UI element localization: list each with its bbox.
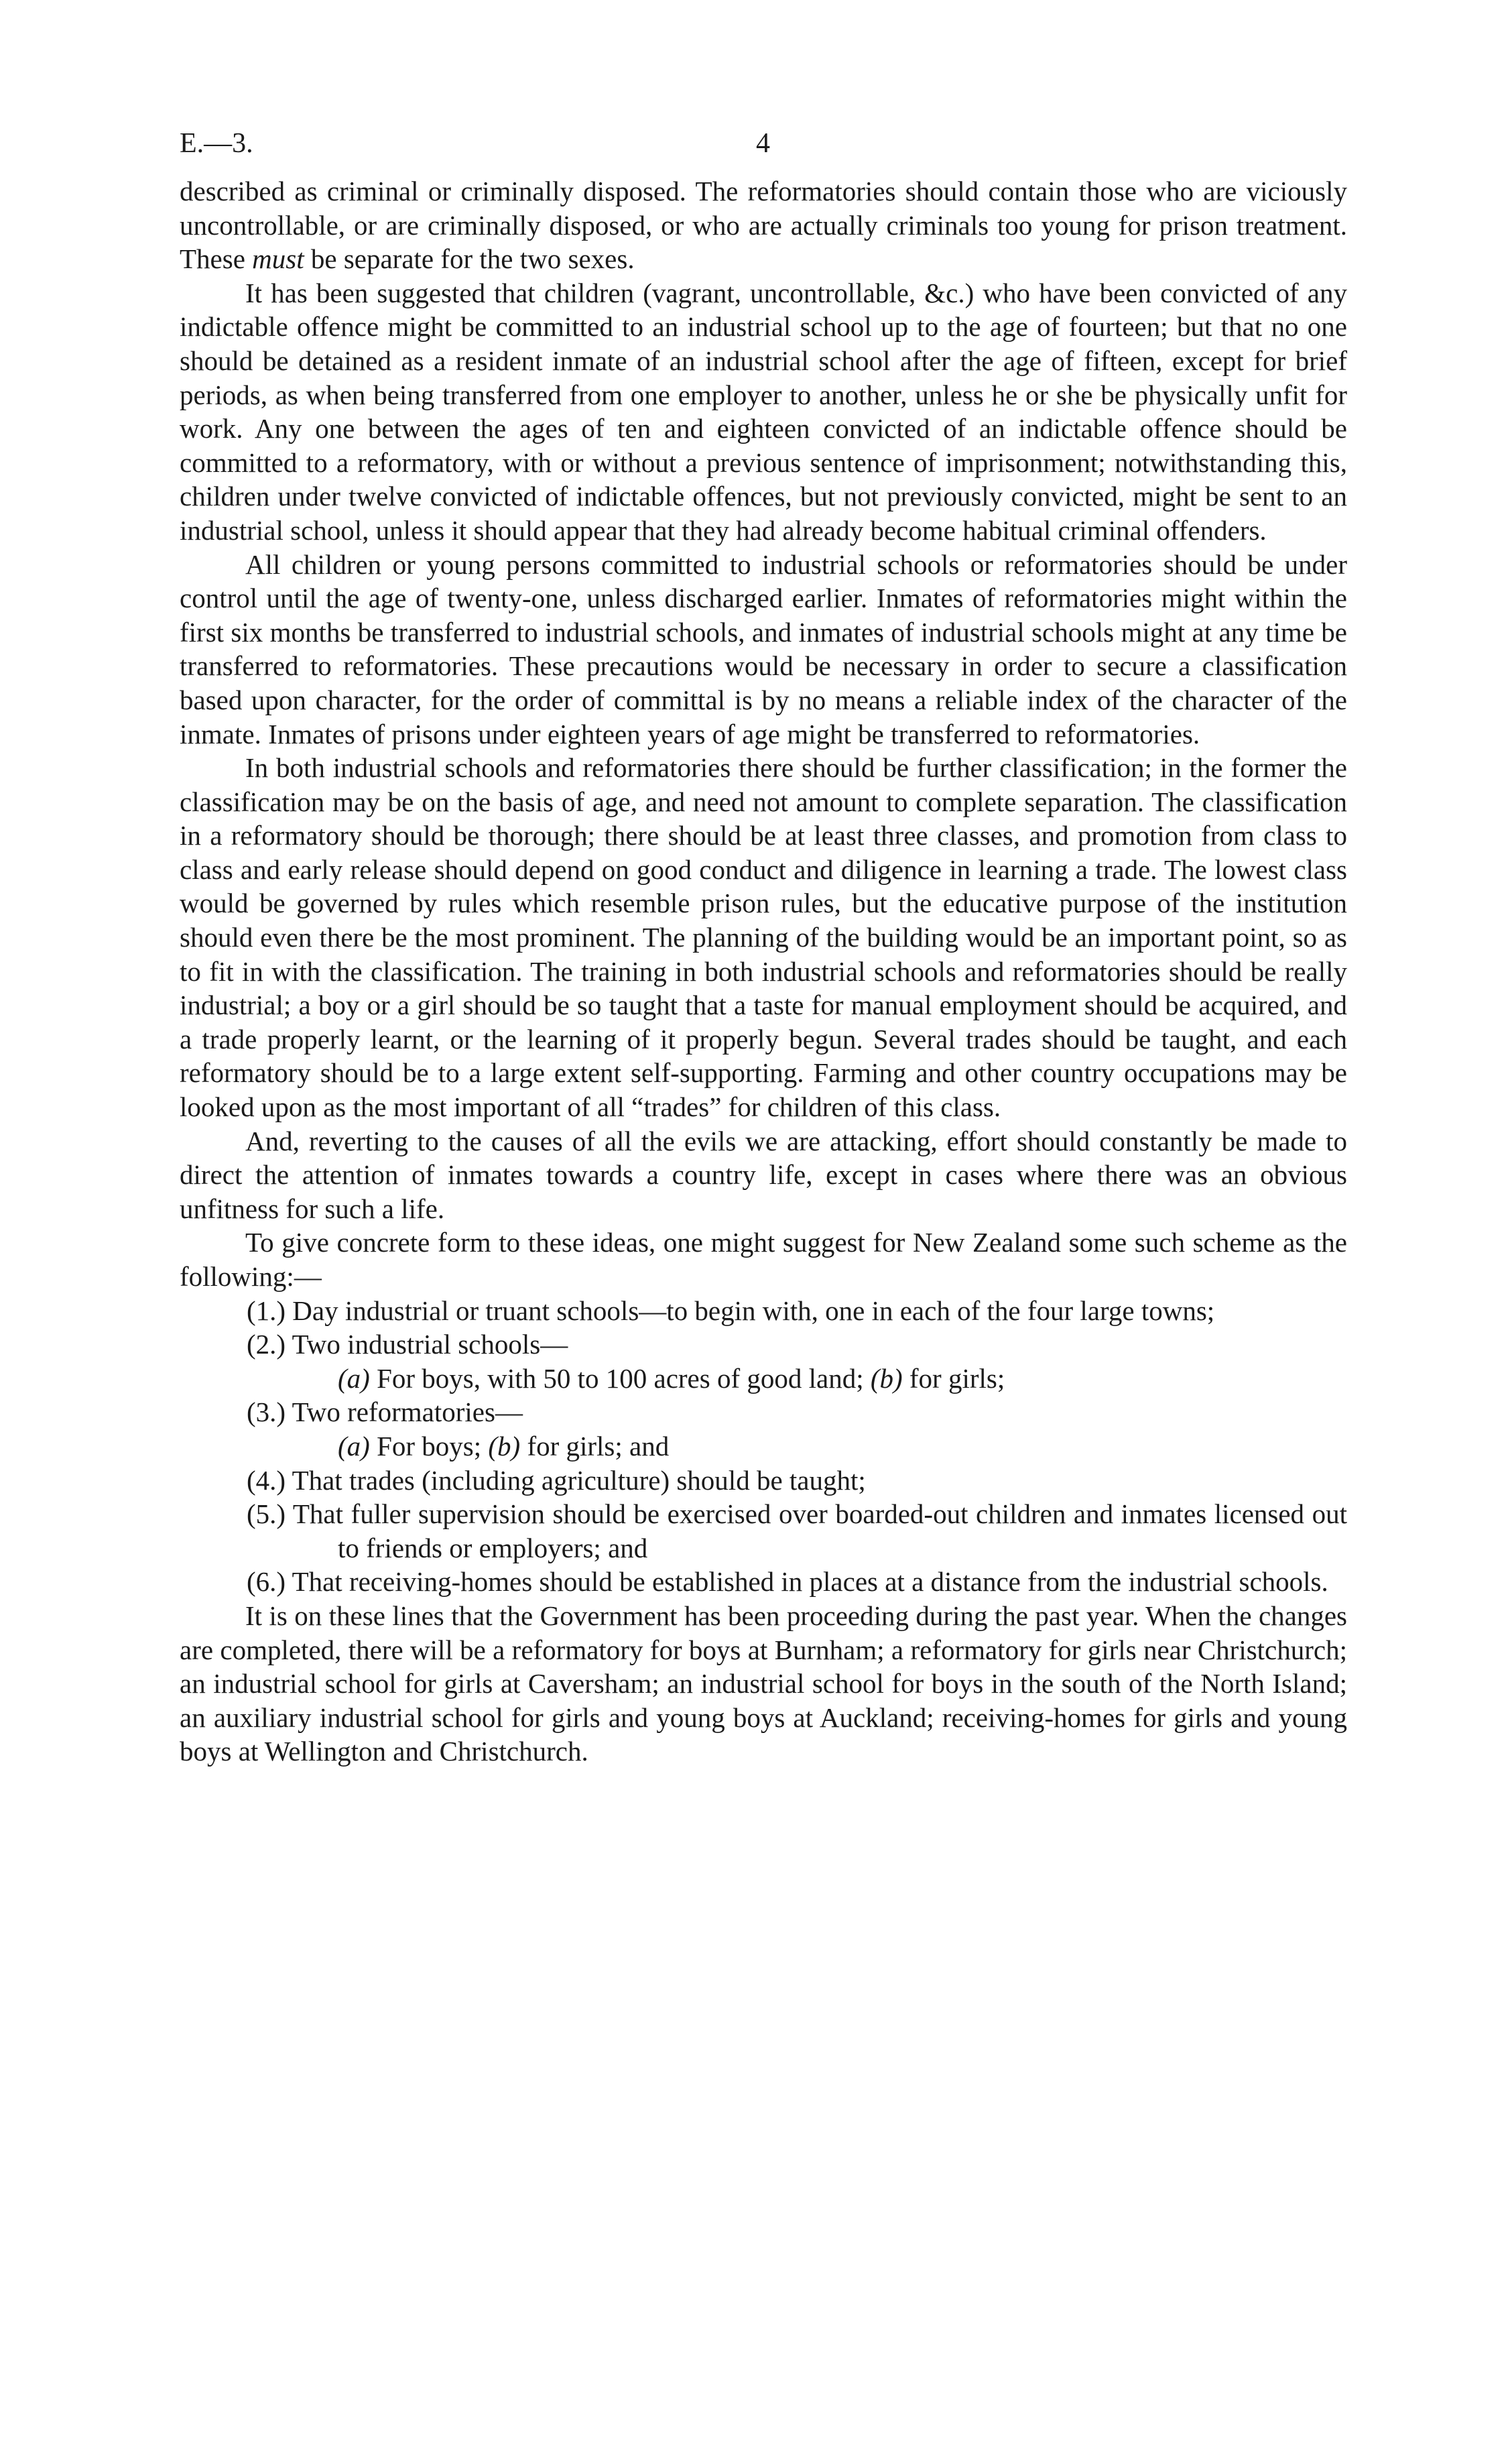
list-item: (3.) Two reformatories—: [247, 1396, 523, 1428]
page-header: [180, 121, 1347, 174]
scheme-list: [180, 1294, 1347, 1599]
sub-label-a: (a): [338, 1362, 370, 1394]
document-page: [180, 121, 1347, 1769]
paragraph-4: In both industrial schools and reformatories there should be further classification; in the former the classification may be on the basis of age, and need not amount to complete separation. The classification in a reformatory should be thorough; there should be at least three classes, and promotion from class to class and early release should depend on good conduct and diligence in learning a trade. The lowest class would be governed by rules which resemble prison rules, but the educative purpose of the institution should even there be the most prominent. The planning of the building would be an important point, so as to fit in with the classification. The training in both industrial schools and reformatories should be really industrial; a boy or a girl should be so taught that a taste for manual employment should be acquired, and a trade properly learnt, or the learning of it properly begun. Several trades should be taught, and each reformatory should be to a large extent self-supporting. Farming and other country occupations may be looked upon as the most important of all “trades” for children of this class.: [180, 752, 1347, 1123]
list-item: (6.) That receiving-homes should be established in places at a distance from the industrial schools.: [247, 1566, 1328, 1598]
body-text: [180, 174, 1347, 1769]
sub-text-a: For boys;: [369, 1430, 489, 1461]
sub-list-item: [180, 1429, 1347, 1464]
paragraph-2: It has been suggested that children (vagrant, uncontrollable, &c.) who have been convicted of any indictable offence might be committed to an industrial school up to the age of fourteen; but that no one should be detained as a resident inmate of an industrial school after the age of fifteen, except for brief periods, as when being transferred from one employer to another, unless he or she be physically unfit for work. Any one between the ages of ten and eighteen convicted of an indictable offence should be committed to a reformatory, with or without a previous sentence of imprisonment; notwithstanding this, children under twelve convicted of indictable offences, but not previously convicted, might be sent to an industrial school, unless it should appear that they had already become habitual criminal offenders.: [180, 277, 1347, 546]
sub-text-b: for girls; and: [520, 1430, 670, 1461]
sub-label-b: (b): [870, 1362, 903, 1394]
sub-list-item: [180, 1362, 1347, 1396]
paragraph-7: It is on these lines that the Government has been proceeding during the past year. When the changes are completed, there will be a reformatory for boys at Burnham; a reformatory for girls near Christchurch; an industrial school for girls at Caversham; an industrial school for boys in the south of the North Island; an auxiliary industrial school for girls and young boys at Auckland; receiving-homes for girls and young boys at Wellington and Christchurch.: [180, 1600, 1347, 1767]
list-item: (4.) That trades (including agriculture) should be taught;: [247, 1464, 866, 1496]
paragraph-3: All children or young persons committed to industrial schools or reformatories should be under control until the age of twenty-one, unless discharged earlier. Inmates of reformatories might within the first six months be transferred to industrial schools, and inmates of industrial schools might at any time be transferred to reformatories. These precautions would be necessary in order to secure a classification based upon character, for the order of committal is by no means a reliable index of the character of the inmate. Inmates of prisons under eighteen years of age might be transferred to reformatories.: [180, 548, 1347, 750]
list-item: (1.) Day industrial or truant schools—to begin with, one in each of the four large towns;: [247, 1295, 1215, 1326]
page-number: 4: [756, 128, 770, 159]
paragraph-6: To give concrete form to these ideas, one might suggest for New Zealand some such scheme as the following:—: [180, 1227, 1347, 1292]
sub-text-b: for girls;: [902, 1362, 1005, 1394]
list-item: (2.) Two industrial schools—: [247, 1329, 568, 1360]
paragraph-5: And, reverting to the causes of all the evils we are attacking, effort should constantly be made to direct the attention of inmates towards a country life, except in cases where there was an obvious unfitness for such a life.: [180, 1125, 1347, 1224]
emphasis-must: must: [252, 243, 304, 275]
sub-label-a: (a): [338, 1430, 370, 1461]
list-item: (5.) That fuller supervision should be exercised over boarded-out children and inmates licensed out to friends or employers; and: [247, 1498, 1347, 1563]
document-reference: E.—3.: [180, 128, 253, 159]
paragraph-1-part-b: be separate for the two sexes.: [304, 243, 635, 275]
sub-label-b: (b): [488, 1430, 521, 1461]
paragraph-1-part-a: described as criminal or criminally disposed. The reformatories should contain those who are viciously uncontrollable, or are criminally disposed, or who are actually criminals too young for prison treatment. These: [180, 176, 1347, 275]
sub-text-a: For boys, with 50 to 100 acres of good land;: [369, 1362, 871, 1394]
paragraph-1: [180, 174, 1347, 276]
